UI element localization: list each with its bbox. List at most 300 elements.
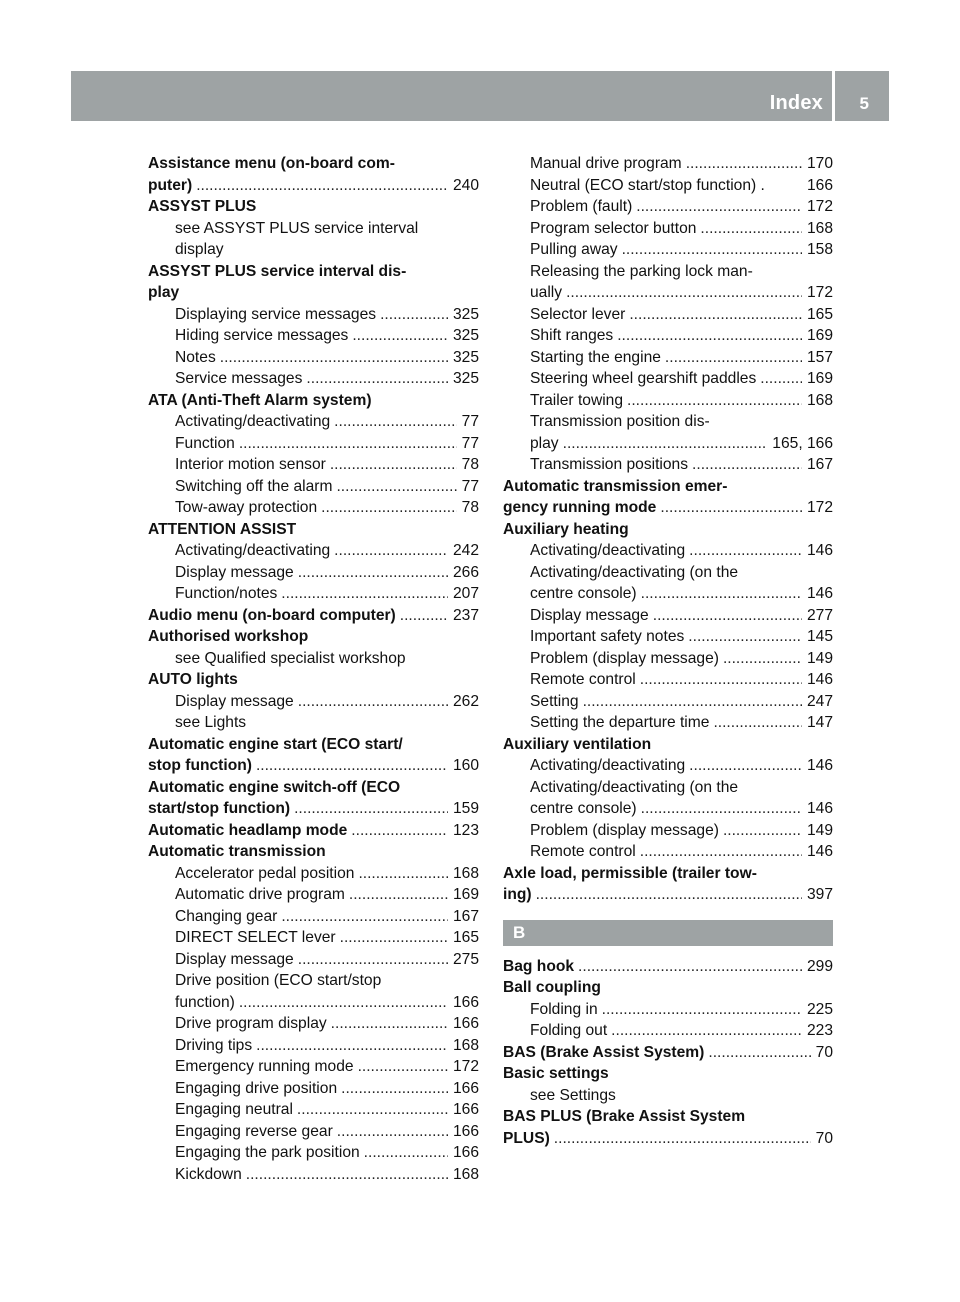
dot-leader [641,583,802,605]
page-reference[interactable]: 172 [806,284,833,301]
entry-text: Ball coupling [503,979,601,996]
page-reference[interactable]: 170 [806,155,833,172]
page-reference[interactable]: 78 [461,456,479,473]
entry-text: Steering wheel gearshift paddles [530,370,757,387]
entry-text: Pulling away [530,241,618,258]
entry-text: AUTO lights [148,671,238,688]
entry-text: Folding out [530,1022,608,1039]
page-reference[interactable]: 168 [806,391,833,409]
dot-leader [708,1042,810,1064]
index-subentry[interactable] [148,949,479,971]
index-column-right [503,153,833,1149]
entry-text: Automatic engine start (ECO start/ [148,735,403,753]
index-subentry [148,648,479,670]
index-entry [503,1063,833,1085]
index-subentry[interactable] [503,218,833,240]
page-reference[interactable]: 172 [806,198,833,215]
entry-text: Remote control [530,843,636,860]
page-reference[interactable]: 169 [452,886,479,903]
entry-text: Activating/deactivating (on the [530,563,739,581]
index-subentry[interactable] [503,304,833,326]
dot-leader [331,1013,448,1035]
dot-leader [298,691,448,713]
page-reference[interactable]: 149 [806,649,833,667]
dot-leader [617,325,802,347]
page-reference[interactable]: 325 [452,327,479,344]
dot-leader [358,863,448,885]
entry-text: Kickdown [175,1165,242,1183]
page-reference[interactable]: 225 [806,1000,833,1018]
entry-text: BAS PLUS (Brake Assist System [503,1108,746,1125]
entry-text: Trailer towing [530,391,624,409]
entry-text: Manual drive program [530,155,682,172]
page-reference[interactable]: 146 [806,671,833,688]
dot-leader [583,691,802,713]
index-entry [148,841,479,863]
index-subentry[interactable] [148,927,479,949]
page-reference[interactable]: 166 [452,1144,479,1161]
entry-text: Hiding service messages [175,327,349,344]
dot-leader [281,906,448,928]
dot-leader [256,1035,448,1057]
page-reference[interactable]: 325 [452,305,479,323]
index-entry[interactable] [148,605,479,627]
page-reference[interactable]: 165 [452,929,479,946]
page-reference[interactable]: 78 [461,499,479,516]
dot-leader [622,239,802,261]
page-reference[interactable]: 149 [806,821,833,839]
dot-leader [665,347,802,369]
dot-leader [239,992,448,1014]
dot-leader [334,540,448,562]
entry-text: Setting [530,692,579,710]
entry-text: Activating/deactivating (on the [530,778,739,796]
dot-leader [297,1099,448,1121]
index-subentry[interactable] [148,1099,479,1121]
index-subentry[interactable] [148,1164,479,1186]
index-subentry[interactable] [503,1020,833,1042]
dot-leader [341,1078,448,1100]
entry-text: Display message [175,950,294,968]
dot-leader [400,605,448,627]
index-entry [503,977,833,999]
page-reference[interactable]: 247 [806,692,833,710]
page-reference[interactable]: 172 [806,499,833,516]
page-reference[interactable]: 146 [806,542,833,559]
page-reference[interactable]: 167 [452,907,479,925]
page-reference[interactable]: 70 [815,1129,833,1147]
entry-text: Shift ranges [530,327,614,344]
entry-text: Switching off the alarm [175,477,333,495]
entry-text: Auxiliary heating [503,520,629,538]
dot-leader [700,218,802,240]
index-entry [503,1106,833,1128]
index-subentry[interactable] [148,906,479,928]
index-subentry[interactable] [148,583,479,605]
entry-text: play [530,434,559,452]
index-subentry [503,1085,833,1107]
index-subentry[interactable] [503,175,833,197]
index-subentry[interactable] [148,691,479,713]
entry-text: see Settings [530,1086,616,1104]
page-reference[interactable]: 325 [452,348,479,366]
page-reference[interactable]: 159 [452,800,479,817]
dot-leader [352,325,448,347]
page-reference[interactable]: 166 [806,176,833,194]
index-subentry[interactable] [503,999,833,1021]
index-subentry[interactable] [503,325,833,347]
entry-text: Releasing the parking lock man- [530,262,753,280]
entry-text: Starting the engine [530,348,661,366]
index-subentry[interactable] [503,282,833,304]
page-reference[interactable]: 207 [452,585,479,602]
page-reference[interactable]: 160 [452,757,479,774]
index-entry [148,196,479,218]
entry-text: Drive program display [175,1015,327,1032]
index-subentry[interactable] [503,196,833,218]
page-reference[interactable]: 166 [452,1122,479,1140]
entry-text: Tow-away protection [175,499,318,516]
page-reference[interactable]: 169 [806,370,833,387]
dot-leader [256,755,448,777]
entry-text: play [148,284,180,301]
entry-text: Authorised workshop [148,628,309,645]
index-subentry[interactable] [148,304,479,326]
page-reference[interactable]: 146 [806,585,833,602]
entry-text: Display message [530,606,649,624]
entry-text: Service messages [175,370,303,387]
index-subentry[interactable] [148,476,479,498]
page-reference[interactable]: 146 [806,800,833,817]
index-entry [148,669,479,691]
index-subentry [503,777,833,799]
entry-text: Axle load, permissible (trailer tow- [503,864,757,882]
entry-text: Activating/deactivating [175,542,331,559]
entry-text: Automatic drive program [175,886,345,903]
dot-leader [364,1142,448,1164]
index-subentry [503,411,833,433]
dot-leader [239,433,457,455]
index-subentry[interactable] [503,239,833,261]
index-subentry[interactable] [148,863,479,885]
page-reference[interactable]: 166 [452,1101,479,1118]
index-subentry [148,218,479,240]
index-subentry[interactable] [503,755,833,777]
dot-leader [246,1164,448,1186]
dot-leader [294,798,448,820]
entry-text: Engaging reverse gear [175,1122,333,1140]
page-reference[interactable]: 168 [452,1036,479,1054]
entry-text: Transmission positions [530,456,689,473]
index-subentry[interactable] [148,992,479,1014]
dot-leader [298,949,448,971]
dot-leader [566,282,802,304]
entry-text: see Qualified specialist workshop [175,649,406,667]
page-reference[interactable]: 145 [806,628,833,645]
page-reference[interactable]: 167 [806,456,833,473]
page-title: Index [769,92,823,114]
entry-text: display [175,241,224,258]
index-entry[interactable] [503,497,833,519]
dot-leader [686,153,802,175]
index-entry [148,153,479,175]
index-subentry[interactable] [503,648,833,670]
page-reference[interactable]: 223 [806,1022,833,1039]
entry-text: Drive position (ECO start/stop [175,972,382,989]
index-subentry[interactable] [148,1142,479,1164]
index-subentry[interactable] [503,583,833,605]
entry-text: Setting the departure time [530,714,710,731]
index-entry [148,390,479,412]
page-reference[interactable]: 242 [452,542,479,559]
index-subentry[interactable] [148,411,479,433]
entry-text: Activating/deactivating [175,413,331,430]
dot-leader [281,583,448,605]
entry-text: Problem (display message) [530,821,719,839]
index-entry[interactable] [503,884,833,906]
dot-leader [330,454,457,476]
index-subentry[interactable] [503,153,833,175]
index-subentry[interactable] [503,433,833,455]
entry-text: see ASSYST PLUS service interval [175,219,419,237]
index-subentry[interactable] [503,712,833,734]
page-reference[interactable]: 240 [452,176,479,194]
dot-leader [713,712,802,734]
entry-text: Basic settings [503,1065,609,1082]
index-subentry[interactable] [148,497,479,519]
index-entry[interactable] [503,1128,833,1150]
entry-text: Neutral (ECO start/stop function) . [530,176,765,194]
dot-leader [689,755,802,777]
index-subentry[interactable] [503,390,833,412]
dot-leader [653,605,802,627]
entry-text: Display message [175,563,294,581]
entry-text: Assistance menu (on-board com- [148,155,395,172]
page-reference[interactable]: 77 [461,413,479,430]
dot-leader [692,454,802,476]
dot-leader [321,497,457,519]
dot-leader [636,196,802,218]
dot-leader [340,927,448,949]
page-reference[interactable]: 277 [806,606,833,624]
dot-leader [688,626,802,648]
page-reference[interactable]: 325 [452,370,479,387]
index-subentry[interactable] [148,347,479,369]
entry-text: ASSYST PLUS service interval dis- [148,262,407,280]
index-entry [148,734,479,756]
page-reference[interactable]: 77 [461,477,479,495]
index-subentry[interactable] [148,540,479,562]
index-subentry[interactable] [148,433,479,455]
entry-text: Audio menu (on-board computer) [148,606,396,624]
entry-text: Automatic headlamp mode [148,821,348,839]
dot-leader [640,669,802,691]
entry-text: Problem (display message) [530,649,719,667]
page-reference[interactable]: 168 [806,219,833,237]
entry-text: ATA (Anti-Theft Alarm system) [148,391,372,409]
page-reference[interactable]: 299 [806,957,833,975]
index-subentry[interactable] [503,347,833,369]
index-entry [503,734,833,756]
entry-text: see Lights [175,714,247,731]
dot-leader [337,1121,448,1143]
index-subentry[interactable] [148,1013,479,1035]
page-reference[interactable]: 166 [452,1015,479,1032]
entry-text: Displaying service messages [175,305,377,323]
page-reference[interactable]: 266 [452,563,479,581]
page-reference[interactable]: 165 [806,305,833,323]
index-subentry[interactable] [148,884,479,906]
index-subentry[interactable] [503,626,833,648]
dot-leader [536,884,802,906]
page-reference[interactable]: 275 [452,950,479,968]
entry-text: function) [175,993,235,1011]
entry-text: puter) [148,176,193,194]
entry-text: Display message [175,692,294,710]
index-entry [503,863,833,885]
index-subentry[interactable] [148,1121,479,1143]
page-reference[interactable]: 146 [806,757,833,774]
index-entry [148,261,479,283]
page-reference[interactable]: 165, 166 [772,434,833,452]
entry-text: Automatic transmission [148,843,326,860]
page-reference[interactable]: 166 [452,993,479,1011]
index-entry[interactable] [148,798,479,820]
entry-text: Engaging drive position [175,1079,338,1097]
entry-text: Engaging the park position [175,1144,360,1161]
page-reference[interactable]: 262 [452,692,479,710]
page-reference[interactable]: 147 [806,714,833,731]
dot-leader [196,175,448,197]
entry-text: ing) [503,886,532,903]
index-subentry[interactable] [503,820,833,842]
dot-leader [578,956,802,978]
index-subentry[interactable] [148,1035,479,1057]
index-subentry[interactable] [148,1078,479,1100]
index-subentry [148,712,479,734]
dot-leader [627,390,802,412]
entry-text: stop function) [148,757,252,774]
index-subentry[interactable] [148,562,479,584]
dot-leader [563,433,768,455]
index-entry [148,282,479,304]
entry-text: Auxiliary ventilation [503,735,652,753]
index-entry[interactable] [503,1042,833,1064]
index-entry[interactable] [503,956,833,978]
index-subentry[interactable] [503,605,833,627]
dot-leader [640,841,802,863]
entry-text: Automatic transmission emer- [503,477,728,495]
page-reference[interactable]: 158 [806,241,833,258]
page-reference[interactable]: 169 [806,327,833,344]
entry-text: Engaging neutral [175,1101,293,1118]
page-reference[interactable]: 397 [806,886,833,903]
index-subentry[interactable] [503,798,833,820]
index-subentry[interactable] [503,368,833,390]
index-subentry[interactable] [148,454,479,476]
header-divider [832,71,835,121]
entry-text: Folding in [530,1000,598,1018]
page-reference[interactable]: 146 [806,843,833,860]
index-subentry [503,261,833,283]
index-column-left [148,153,479,1185]
index-entry [148,519,479,541]
entry-text: centre console) [530,800,637,817]
dot-leader [380,304,448,326]
page-reference[interactable]: 172 [452,1058,479,1075]
entry-text: ATTENTION ASSIST [148,520,297,538]
entry-text: Selector lever [530,305,626,323]
page-reference[interactable]: 77 [461,434,479,452]
dot-leader [334,411,456,433]
entry-text: Automatic engine switch-off (ECO [148,778,401,796]
dot-leader [723,820,802,842]
entry-text: Activating/deactivating [530,757,686,774]
index-entry [503,476,833,498]
page-reference[interactable]: 168 [452,1165,479,1183]
index-entry[interactable] [148,755,479,777]
entry-text: Function [175,434,235,452]
page-reference[interactable]: 237 [452,606,479,624]
index-subentry[interactable] [503,454,833,476]
index-subentry[interactable] [148,325,479,347]
index-subentry[interactable] [148,1056,479,1078]
index-subentry[interactable] [503,691,833,713]
entry-text: Activating/deactivating [530,542,686,559]
page-reference[interactable]: 123 [452,821,479,839]
index-subentry[interactable] [503,669,833,691]
index-subentry[interactable] [503,841,833,863]
entry-text: Remote control [530,671,636,688]
dot-leader [336,476,456,498]
dot-leader [689,540,802,562]
entry-text: BAS (Brake Assist System) [503,1043,705,1061]
index-entry[interactable] [148,820,479,842]
header-bar [71,71,889,121]
index-entry[interactable] [148,175,479,197]
entry-text: Driving tips [175,1036,253,1054]
entry-text: Emergency running mode [175,1058,354,1075]
entry-text: Problem (fault) [530,198,633,215]
entry-text: Function/notes [175,585,278,602]
entry-text: Notes [175,348,216,366]
entry-text: Transmission position dis- [530,413,710,430]
page-number: 5 [859,94,869,113]
dot-leader [660,497,802,519]
entry-text: Interior motion sensor [175,456,326,473]
dot-leader [760,368,802,390]
index-subentry [148,239,479,261]
page-reference[interactable]: 168 [452,864,479,882]
entry-text: Bag hook [503,957,575,975]
dot-leader [611,1020,802,1042]
entry-text: start/stop function) [148,800,291,817]
dot-leader [554,1128,811,1150]
entry-text: DIRECT SELECT lever [175,929,336,946]
dot-leader [602,999,802,1021]
index-subentry [503,562,833,584]
index-subentry[interactable] [503,540,833,562]
dot-leader [723,648,802,670]
dot-leader [641,798,802,820]
page-reference[interactable]: 70 [815,1043,833,1061]
page-reference[interactable]: 157 [806,348,833,366]
index-subentry[interactable] [148,368,479,390]
index-entry [148,626,479,648]
entry-text: ually [530,284,563,301]
page-reference[interactable]: 166 [452,1079,479,1097]
index-entry [503,519,833,541]
